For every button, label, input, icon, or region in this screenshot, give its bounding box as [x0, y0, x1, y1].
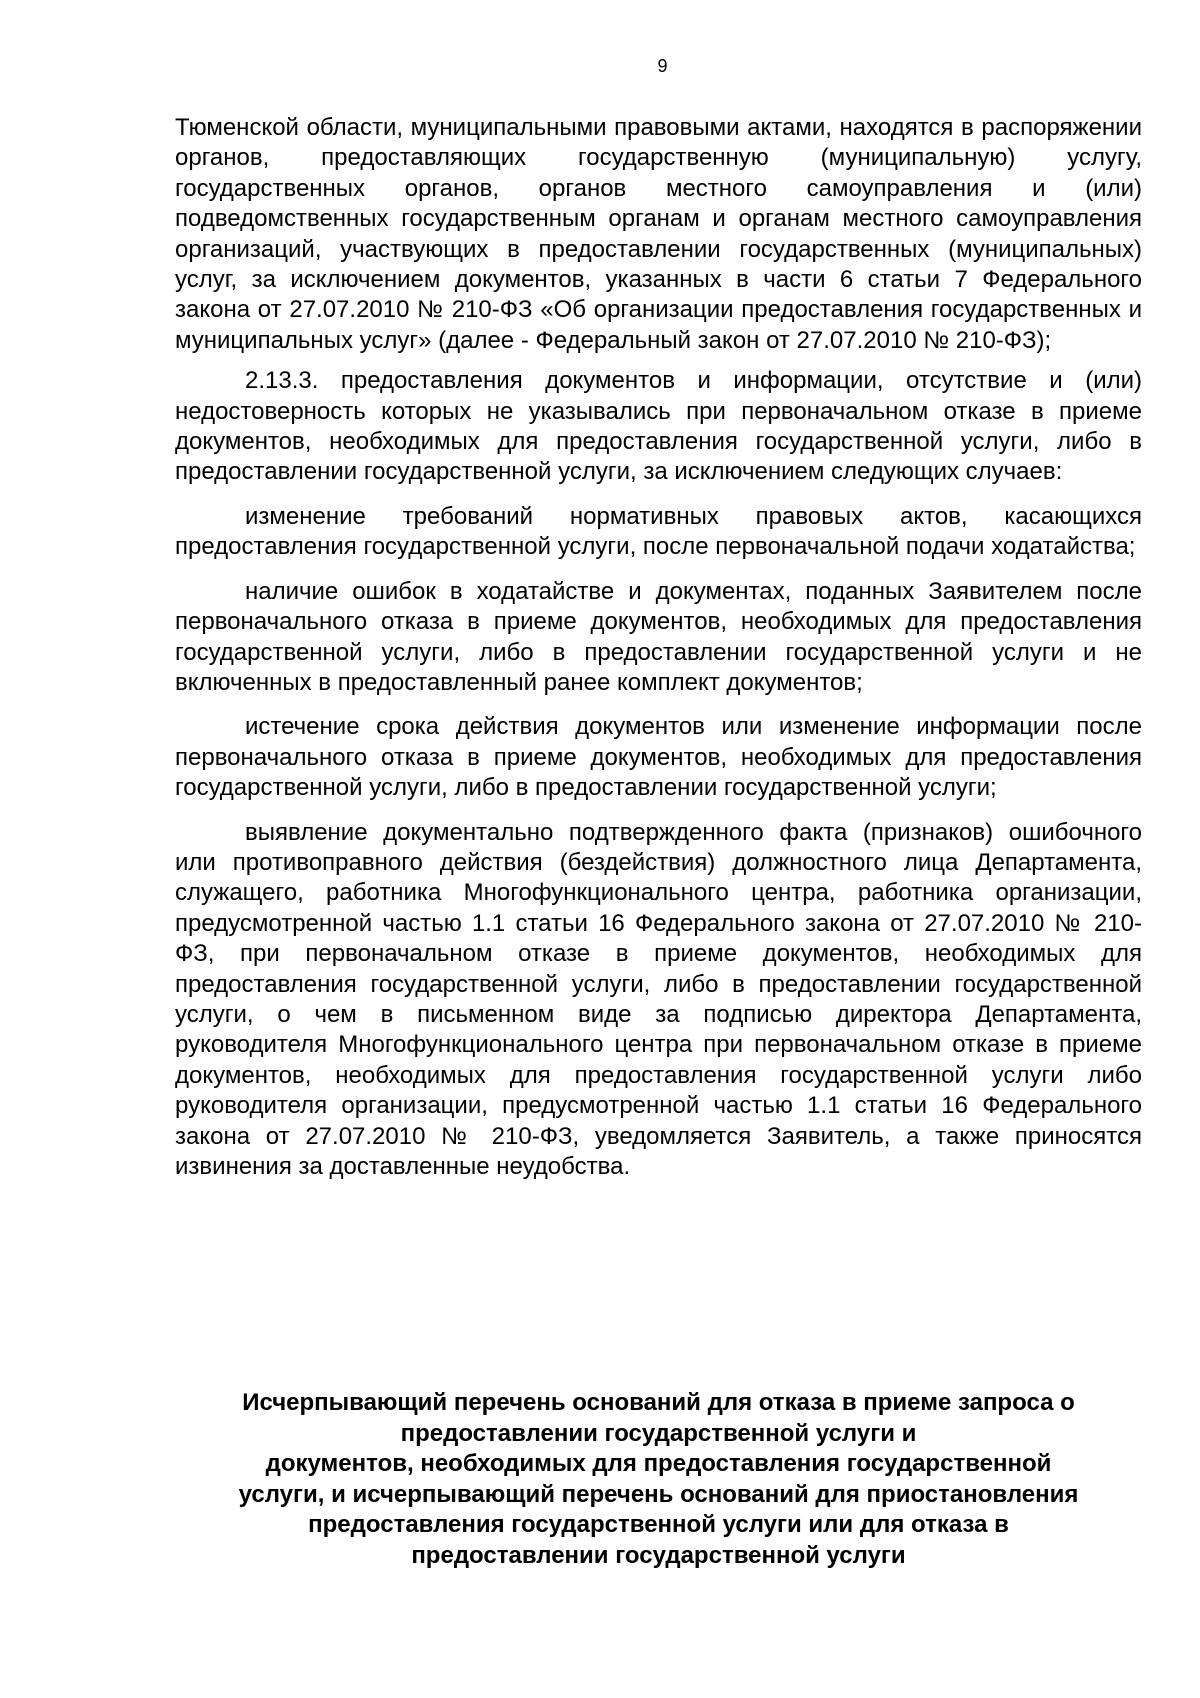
section-heading-line: предоставлении государственной услуги — [411, 1541, 906, 1569]
section-heading-line: Исчерпывающий перечень оснований для отказа в приеме запроса о — [242, 1389, 1075, 1416]
paragraph-exception-errors: наличие ошибок в ходатайстве и документах, поданных Заявителем после первоначального отказа в приеме документов, необходимых для предоставления государственной услуги, либо в предоставлении государственной услуги и не включенных в предоставленный ранее комплект документов; — [175, 577, 1142, 696]
section-heading-line: предоставлении государственной услуги и — [400, 1419, 917, 1447]
section-heading — [175, 1388, 1142, 1572]
document-body — [175, 113, 1142, 1196]
section-heading-line: услуги, и исчерпывающий перечень оснований для приостановления — [238, 1480, 1079, 1508]
paragraph-exception-misconduct: выявление документально подтвержденного факта (признаков) ошибочного или противоправного действия (бездействия) должностного лица Департамента, служащего, работника Многофункционального центра, работника организации, предусмотренной частью 1.1 статьи 16 Федерального закона от 27.07.2010 № 210-ФЗ, при первоначальном отказе в приеме документов, необходимых для предоставления государственной услуги, либо в предоставлении государственной услуги, о чем в письменном виде за подписью директора Департамента, руководителя Многофункционального центра при первоначальном отказе в приеме документов, необходимых для предоставления государственной услуги либо руководителя организации, предусмотренной частью 1.1 статьи 16 Федерального закона от 27.07.2010 № 210-ФЗ, уведомляется Заявитель, а также приносятся извинения за доставленные неудобства. — [175, 818, 1142, 1180]
section-heading-line: предоставления государственной услуги или для отказа в — [308, 1511, 1009, 1539]
paragraph-exception-requirements-change: изменение требований нормативных правовых актов, касающихся предоставления государственной услуги, после первоначальной подачи ходатайства; — [175, 502, 1142, 561]
paragraph-exception-expiry: истечение срока действия документов или изменение информации после первоначального отказа в приеме документов, необходимых для предоставления государственной услуги, либо в предоставлении государственной услуги; — [175, 713, 1142, 802]
paragraph-clause-2-13-3: 2.13.3. предоставления документов и информации, отсутствие и (или) недостоверность которых не указывались при первоначальном отказе в приеме документов, необходимых для предоставления государственной услуги, либо в предоставлении государственной услуги, за исключением следующих случаев: — [175, 367, 1142, 486]
paragraph-continuation: Тюменской области, муниципальными правовыми актами, находятся в распоряжении органов, предоставляющих государственную (муниципальную) услугу, государственных органов, органов местного самоуправления и (или) подведомственных государственным органам и органам местного самоуправления организаций, участвующих в предоставлении государственных (муниципальных) услуг, за исключением документов, указанных в части 6 статьи 7 Федерального закона от 27.07.2010 № 210-ФЗ «Об организации предоставления государственных и муниципальных услуг» (далее - Федеральный закон от 27.07.2010 № 210-ФЗ); — [175, 114, 1142, 354]
page-number: 9 — [657, 56, 668, 76]
section-heading-line: документов, необходимых для предоставления государственной — [265, 1450, 1052, 1478]
